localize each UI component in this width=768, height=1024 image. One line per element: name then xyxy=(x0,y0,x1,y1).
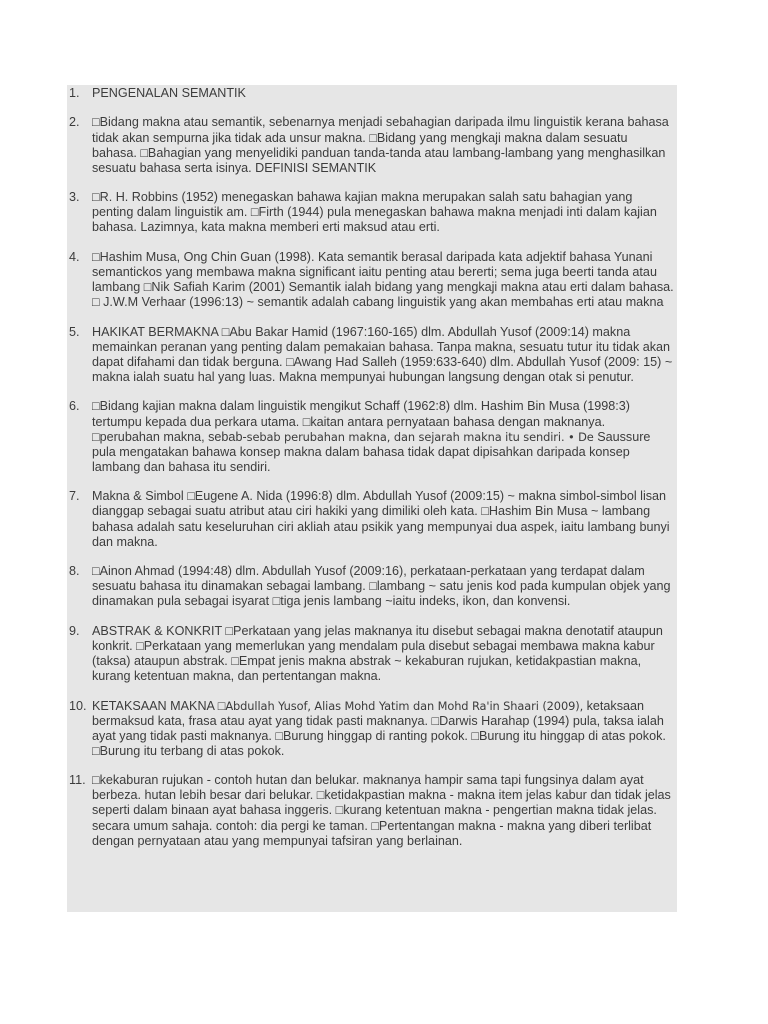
item-text: □Bidang makna atau semantik, sebenarnya menjadi sebahagian daripada ilmu linguistik kerana bahasa tidak akan sempurna jika tidak ada unsur makna. □Bidang yang mengkaji makna dalam sesuatu bahasa. □Bahagian yang menyelidiki panduan tanda-tanda atau lambang-lambang yang menghasilkan sesuatu bahasa serta isinya. DEFINISI SEMANTIK xyxy=(92,115,669,175)
item-text: □Ainon Ahmad (1994:48) dlm. Abdullah Yusof (2009:16), perkataan-perkataan yang terdapat dalam sesuatu bahasa itu dinamakan sebagai lambang. □lambang ~ satu jenis kod pada kumpulan objek yang dinamakan pula sebagai isyarat □tiga jenis lambang ~iaitu indeks, ikon, dan konvensi. xyxy=(92,564,671,609)
item-text-alt-font: Abdullah Yusof, Alias Mohd Yatim dan Mohd Ra'in Shaari (2009), xyxy=(225,698,584,713)
item-text: □Hashim Musa, Ong Chin Guan (1998). Kata semantik berasal daripada kata adjektif bahasa Yunani semantickos yang membawa makna significant iaitu penting atau bererti; sema juga beerti tanda atau lambang □Nik Safiah Karim (2001) Semantik ialah bidang yang mengkaji makna atau erti dalam bahasa. □ J.W.M Verhaar (1996:13) ~ semantik adalah cabang linguistik yang akan membahas erti atau makna xyxy=(92,249,674,310)
list-item-10 xyxy=(67,699,677,759)
list-item-9 xyxy=(67,624,677,684)
item-number: 8. xyxy=(69,564,80,579)
item-text-alt-font: sebab perubahan makna, dan sejarah makna itu sendiri. • De xyxy=(246,429,594,444)
item-number: 11. xyxy=(69,773,86,788)
item-text: □kekaburan rujukan - contoh hutan dan belukar. maknanya hampir sama tapi fungsinya dalam ayat berbeza. hutan lebih besar dari belukar. □ketidakpastian makna - makna item jelas kabur dan tidak jelas seperti dalam binaan ayat bahasa inggeris. □kurang ketentuan makna - pengertian makna tidak jelas. secara umum sahaja. contoh: dia pergi ke taman. □Pertentangan makna - makna yang diberi terlibat dengan pernyataan atau yang mempunyai tafsiran yang berlainan. xyxy=(92,773,671,848)
item-number: 6. xyxy=(69,399,80,414)
item-text-tail: ketaksaan bermaksud kata, frasa atau ayat yang tidak pasti maknanya. □Darwis Harahap (1994) pula, taksa ialah ayat yang tidak pasti maknanya. □Burung hinggap di ranting pokok. □Burung itu hinggap di atas pokok. □Burung itu terbang di atas pokok. xyxy=(92,698,666,758)
list-item-8 xyxy=(67,564,677,609)
item-text: PENGENALAN SEMANTIK xyxy=(92,86,246,100)
item-text-container xyxy=(92,699,675,759)
item-text: ABSTRAK & KONKRIT □Perkataan yang jelas maknanya itu disebut sebagai makna denotatif ataupun konkrit. □Perkataan yang memerlukan yang mendalam pula disebut sebagai membawa makna kabur (taksa) ataupun abstrak. □Empat jenis makna abstrak ~ kekaburan rujukan, ketidakpastian makna, kurang ketentuan makna, dan pertentangan makna. xyxy=(92,623,663,684)
item-number: 3. xyxy=(69,190,80,205)
item-number: 5. xyxy=(69,324,80,339)
list-item-3 xyxy=(67,190,677,235)
item-text: Makna & Simbol □Eugene A. Nida (1996:8) dlm. Abdullah Yusof (2009:15) ~ makna simbol-simbol lisan dianggap sebagai suatu atribut atau ciri hakiki yang dimiliki oleh kata. □Hashim Bin Musa ~ lambang bahasa adalah satu keseluruhan ciri akliah atau psikik yang mempunyai dua aspek, iaitu lambang bunyi dan makna. xyxy=(92,489,670,549)
item-number: 10. xyxy=(69,698,87,713)
item-text: HAKIKAT BERMAKNA □Abu Bakar Hamid (1967:160-165) dlm. Abdullah Yusof (2009:14) makna memainkan peranan yang penting dalam pemakaian bahasa. Tanpa makna, sesuatu tutur itu tidak akan dapat difahami dan tidak berguna. □Awang Had Salleh (1959:633-640) dlm. Abdullah Yusof (2009: 15) ~ makna ialah suatu hal yang luas. Makna mempunyai hubungan langsung dengan otak si penutur. xyxy=(92,324,673,384)
list-item-2 xyxy=(67,115,677,175)
item-number: 7. xyxy=(69,489,80,504)
list-item-4 xyxy=(67,250,677,310)
item-number: 1. xyxy=(69,86,80,100)
item-text: □R. H. Robbins (1952) menegaskan bahawa kajian makna merupakan salah satu bahagian yang penting dalam linguistik am. □Firth (1944) pula menegaskan bahawa makna menjadi inti dalam kajian bahasa. Lazimnya, kata makna memberi erti maksud atau erti. xyxy=(92,190,657,235)
list-item-5 xyxy=(67,325,677,385)
item-text-part: KETAKSAAN MAKNA □ xyxy=(92,698,226,713)
item-text-tail: Saussure pula mengatakan bahawa konsep makna dalam bahasa tidak dapat dipisahkan daripada konsep lambang dan bahasa itu sendiri. xyxy=(92,429,651,474)
list-item-1 xyxy=(67,86,677,101)
numbered-list xyxy=(67,86,677,863)
item-number: 4. xyxy=(69,249,80,264)
item-number: 9. xyxy=(69,623,80,638)
item-text-part: □Bidang kajian makna dalam linguistik mengikut Schaff (1962:8) dlm. Hashim Bin Musa (1998:3) tertumpu kepada dua perkara utama. □kaitan antara pernyataan bahasa dengan maknanya. □perubahan makna, sebab- xyxy=(92,399,630,444)
list-item-7 xyxy=(67,489,677,549)
item-number: 2. xyxy=(69,115,80,130)
item-text-container xyxy=(92,399,675,474)
list-item-11 xyxy=(67,773,677,848)
list-item-6 xyxy=(67,399,677,474)
